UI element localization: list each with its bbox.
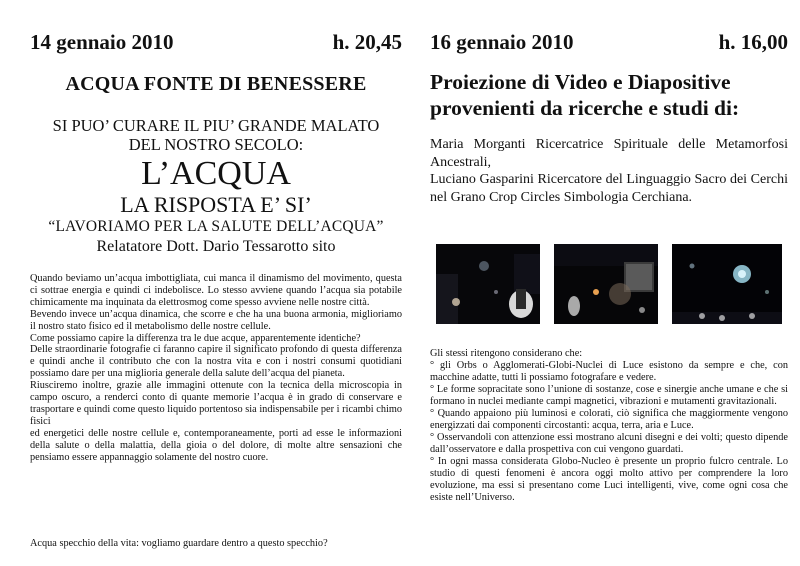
left-paragraph: Delle straordinarie fotografie ci faranno capire il significato profondo di questa differenza e quindi anche il contributo che con la nostra vita e con i nostri consumi quotidiani possiamo dare per una miglioria generale della salute dell’acqua del pianeta. (30, 344, 402, 380)
left-paragraph: ed energetici delle nostre cellule e, contemporaneamente, porti ad esse le informazioni della salute o della malattia, della gioia o del dolore, di molte altre sensazioni che pensiamo essere appannaggio solamente del nostro cuore. (30, 427, 402, 463)
right-title (430, 69, 788, 121)
left-closing: Acqua specchio della vita: vogliamo guardare dentro a questo specchio? (30, 538, 328, 549)
author-maria: Maria Morganti Ricercatrice Spirituale delle Metamorfosi Ancestrali, (430, 137, 788, 170)
right-authors (430, 136, 788, 206)
right-time: h. 16,00 (718, 30, 788, 54)
right-paragraph: Gli stessi ritengono considerano che: (430, 348, 583, 359)
right-title-line2: provenienti da ricerche e studi di: (430, 96, 740, 120)
left-date: 14 gennaio 2010 (30, 30, 174, 54)
left-title: ACQUA FONTE DI BENESSERE (65, 73, 367, 95)
left-time: h. 20,45 (332, 30, 402, 54)
left-subtitle-line1: SI PUO’ CURARE IL PIU’ GRANDE MALATO (52, 116, 380, 135)
left-paragraph: Quando beviamo un’acqua imbottigliata, cui manca il dinamismo del movimento, questa ci sottrae energia e quindi ci indebolisce. Lo stesso avviene quando l’acqua sia potabile chimicamente ma inquinata da elettrosmog come spesso avviene nelle nostre città. (30, 273, 402, 308)
right-title-line1: Proiezione di Video e Diapositive (430, 70, 731, 94)
left-answer: LA RISPOSTA E’ SI’ (120, 192, 312, 217)
left-paragraph: Come possiamo capire la differenza tra le due acque, apparentemente identiche? (30, 332, 361, 344)
orb-photo-strip (436, 244, 782, 324)
left-subtitle-line2: DEL NOSTRO SECOLO: (128, 135, 304, 154)
left-speaker: Relatatore Dott. Dario Tessarotto sito (96, 238, 336, 255)
left-subtitle (30, 116, 402, 154)
right-body (430, 348, 788, 504)
left-paragraph: Riusciremo inoltre, grazie alle immagini ottenute con la tecnica della microscopia in campo oscuro, a renderci conto di quante memorie l’acqua è in grado di conservare e trasportare e quindi come questo liquido portentoso sia indispensabile per i ricambi chimo fisici (30, 380, 402, 427)
right-paragraph: ° In ogni massa considerata Globo-Nucleo è presente un proprio fulcro centrale. Lo studio di questi fenomeni è ancora oggi molto attivo per comprendere la loro evoluzione, ma essi si presentano come Luci intelligenti, vive, come ogni cosa che esiste nell’Universo. (430, 456, 788, 503)
left-body (30, 273, 402, 464)
left-big-heading: L’ACQUA (141, 155, 291, 192)
right-paragraph: ° Le forme sopracitate sono l’unione di sostanze, cose e sinergie anche umane e che si formano in nuclei mediante campi magnetici, vibrazioni e mutamenti gravitazionali. (430, 384, 788, 407)
right-paragraph: ° Quando appaiono più luminosi e colorati, ciò significa che maggiormente vengono energizzati dai componenti circostanti: acqua, terra, aria e Luce. (430, 408, 788, 431)
right-date: 16 gennaio 2010 (430, 30, 574, 54)
right-paragraph: ° gli Orbs o Agglomerati-Globi-Nuclei di Luce esistono da sempre e che, con macchine adatte, tutti li possiamo fotografare e vedere. (430, 360, 788, 383)
orb-photo-3 (672, 244, 782, 324)
orb-photo-1 (436, 244, 540, 324)
right-date-row (430, 30, 788, 55)
author-luciano: Luciano Gasparini Ricercatore del Linguaggio Sacro dei Cerchi nel Grano Crop Circles Simbologia Cerchiana. (430, 172, 788, 205)
left-date-row (30, 30, 402, 55)
orb-photo-2 (554, 244, 658, 324)
left-paragraph: Bevendo invece un’acqua dinamica, che scorre e che ha una buona armonia, miglioriamo il nostro stato fisico ed il metabolismo delle nostre cellule. (30, 308, 402, 332)
right-paragraph: ° Osservandoli con attenzione essi mostrano alcuni disegni e dei volti; questo dipende dall’osservatore e dalla prospettiva con cui vengono guardati. (430, 432, 788, 455)
left-motto: “LAVORIAMO PER LA SALUTE DELL’ACQUA” (48, 218, 384, 235)
